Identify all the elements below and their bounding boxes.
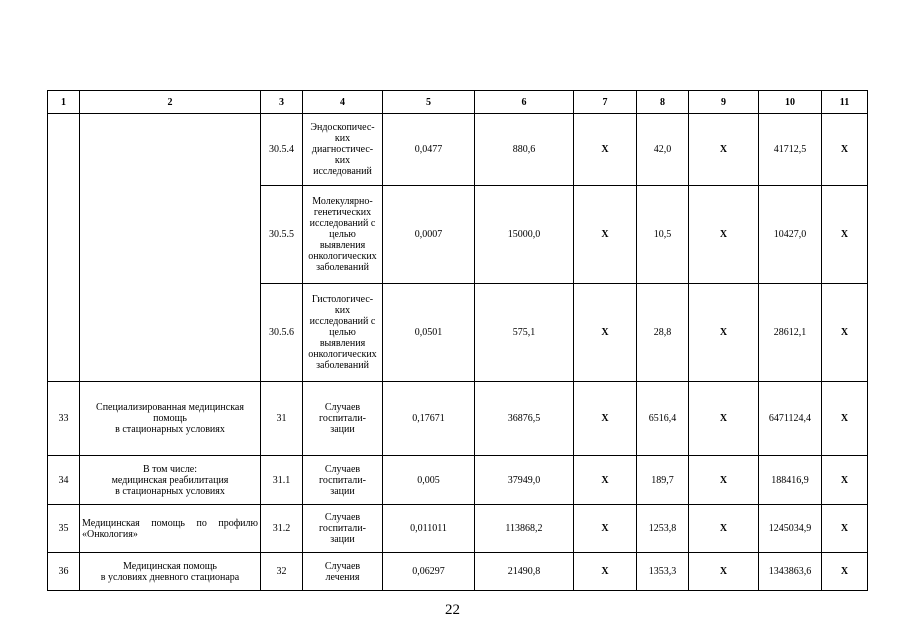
row-value-6: 36876,5 (475, 382, 574, 456)
row-value-7: X (574, 114, 637, 186)
row-value-11: X (822, 505, 868, 553)
row-value-9: X (689, 456, 759, 505)
row-value-8: 189,7 (637, 456, 689, 505)
row-value-7: X (574, 553, 637, 591)
row-value-5: 0,0477 (383, 114, 475, 186)
row-value-6: 15000,0 (475, 186, 574, 284)
row-value-11: X (822, 553, 868, 591)
row-value-7: X (574, 505, 637, 553)
row-value-6: 21490,8 (475, 553, 574, 591)
row-value-5: 0,06297 (383, 553, 475, 591)
row-code: 31.2 (261, 505, 303, 553)
row-value-10: 28612,1 (759, 284, 822, 382)
row-number: 36 (48, 553, 80, 591)
row-value-9: X (689, 114, 759, 186)
row-unit: Случаев госпитали- зации (303, 382, 383, 456)
row-value-10: 41712,5 (759, 114, 822, 186)
row-value-11: X (822, 382, 868, 456)
row-value-7: X (574, 382, 637, 456)
row-unit: Случаев госпитали- зации (303, 456, 383, 505)
row-description: Специализированная медицинская помощь в стационарных условиях (80, 382, 261, 456)
row-value-11: X (822, 186, 868, 284)
row-value-10: 10427,0 (759, 186, 822, 284)
row-value-11: X (822, 114, 868, 186)
row-value-10: 1245034,9 (759, 505, 822, 553)
row-value-8: 6516,4 (637, 382, 689, 456)
row-code: 30.5.4 (261, 114, 303, 186)
row-description: Медицинская помощь по профилю «Онкология» (80, 505, 261, 553)
row-value-7: X (574, 284, 637, 382)
row-value-6: 37949,0 (475, 456, 574, 505)
table-row (48, 505, 868, 553)
header-cell: 8 (637, 91, 689, 114)
header-row (48, 91, 868, 114)
row-code: 30.5.5 (261, 186, 303, 284)
row-description: В том числе: медицинская реабилитация в стационарных условиях (80, 456, 261, 505)
row-unit: Эндоскопичес- ких диагностичес- ких исследований (303, 114, 383, 186)
row-value-9: X (689, 553, 759, 591)
row-value-11: X (822, 284, 868, 382)
row-value-9: X (689, 284, 759, 382)
table-row (48, 114, 868, 186)
row-value-5: 0,005 (383, 456, 475, 505)
row-value-6: 575,1 (475, 284, 574, 382)
row-value-9: X (689, 186, 759, 284)
header-cell: 2 (80, 91, 261, 114)
table-row (48, 382, 868, 456)
row-value-9: X (689, 505, 759, 553)
row-value-5: 0,17671 (383, 382, 475, 456)
row-code: 30.5.6 (261, 284, 303, 382)
header-cell: 11 (822, 91, 868, 114)
row-number: 35 (48, 505, 80, 553)
row-value-6: 880,6 (475, 114, 574, 186)
table-row (48, 553, 868, 591)
table-row (48, 456, 868, 505)
row-number (48, 114, 80, 382)
row-code: 31 (261, 382, 303, 456)
header-cell: 4 (303, 91, 383, 114)
row-unit: Случаев госпитали- зации (303, 505, 383, 553)
row-code: 32 (261, 553, 303, 591)
row-value-10: 188416,9 (759, 456, 822, 505)
header-cell: 9 (689, 91, 759, 114)
row-value-8: 28,8 (637, 284, 689, 382)
row-value-5: 0,0501 (383, 284, 475, 382)
header-cell: 7 (574, 91, 637, 114)
row-value-9: X (689, 382, 759, 456)
row-value-7: X (574, 186, 637, 284)
header-cell: 6 (475, 91, 574, 114)
row-code: 31.1 (261, 456, 303, 505)
row-value-10: 6471124,4 (759, 382, 822, 456)
row-value-5: 0,0007 (383, 186, 475, 284)
row-description: Медицинская помощь в условиях дневного стационара (80, 553, 261, 591)
row-value-11: X (822, 456, 868, 505)
row-number: 33 (48, 382, 80, 456)
page-number: 22 (445, 602, 460, 618)
row-number: 34 (48, 456, 80, 505)
row-description (80, 114, 261, 382)
row-unit: Молекулярно- генетических исследований с целью выявления онкологических заболеваний (303, 186, 383, 284)
row-value-10: 1343863,6 (759, 553, 822, 591)
row-value-5: 0,011011 (383, 505, 475, 553)
row-value-8: 1253,8 (637, 505, 689, 553)
header-cell: 3 (261, 91, 303, 114)
row-value-8: 42,0 (637, 114, 689, 186)
row-value-8: 1353,3 (637, 553, 689, 591)
row-value-7: X (574, 456, 637, 505)
header-cell: 10 (759, 91, 822, 114)
row-unit: Случаев лечения (303, 553, 383, 591)
header-cell: 5 (383, 91, 475, 114)
row-unit: Гистологичес- ких исследований с целью выявления онкологических заболеваний (303, 284, 383, 382)
header-cell: 1 (48, 91, 80, 114)
row-value-8: 10,5 (637, 186, 689, 284)
row-value-6: 113868,2 (475, 505, 574, 553)
data-table (47, 90, 868, 591)
